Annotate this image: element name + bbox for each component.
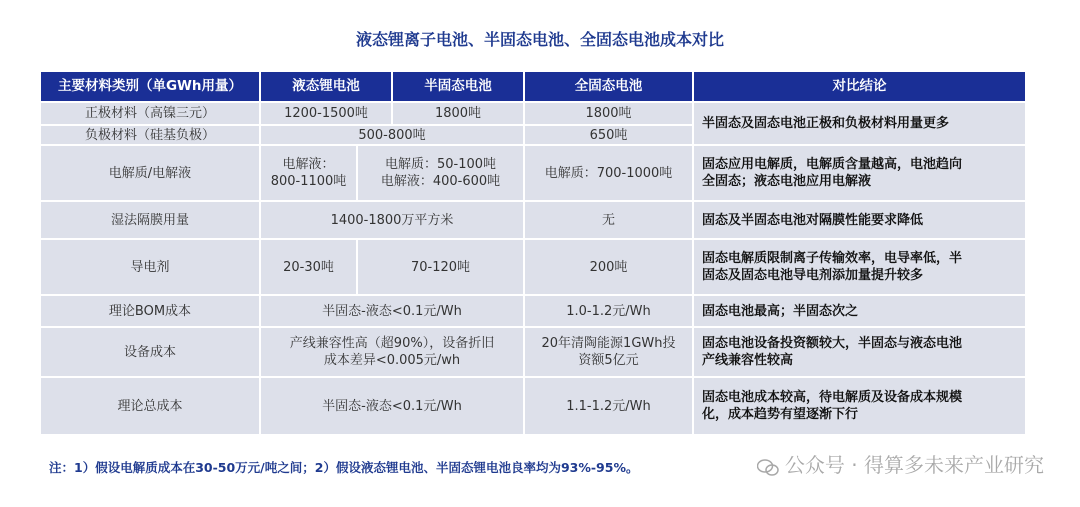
table-row [41,328,1027,378]
cell-line: 全固态；液态电池应用电解液 [702,174,872,189]
cell-conclusion [694,146,1027,202]
cell-liquid: 20-30吨 [261,240,358,296]
cell-conclusion: 固态电池最高；半固态次之 [694,296,1027,328]
cell-solid: 无 [525,202,694,240]
cell-line: 电解质：50-100吨 [384,157,497,172]
cell-line: 资额5亿元 [578,353,639,368]
cell-line: 固态电解质限制离子传输效率，电导率低，半 [702,251,963,266]
header-liquid: 液态锂电池 [261,72,393,103]
row-label: 设备成本 [41,328,261,378]
cell-liquid-semi [261,328,525,378]
table-row [41,296,1027,328]
cell-line: 固态电池设备投资额较大，半固态与液态电池 [702,336,963,351]
table-row [41,378,1027,436]
header-solid: 全固态电池 [525,72,694,103]
cell-line: 800-1100吨 [270,174,347,189]
cell-line: 产线兼容性较高 [702,353,794,368]
cell-line: 成本差异<0.005元/wh [323,353,461,368]
cell-line: 产线兼容性高（超90%），设备折旧 [289,336,495,351]
cell-conclusion [694,328,1027,378]
header-conclusion: 对比结论 [694,72,1027,103]
row-label: 理论总成本 [41,378,261,436]
cell-liquid-semi: 1400-1800万平方米 [261,202,525,240]
cell-line: 20年清陶能源1GWh投 [541,336,676,351]
cell-solid: 电解质：700-1000吨 [525,146,694,202]
cell-conclusion [694,240,1027,296]
row-label: 电解质/电解液 [41,146,261,202]
cell-line: 固态电池成本较高，待电解质及设备成本规模 [702,390,963,405]
table-header-row [41,72,1027,103]
cell-line: 电解液： [282,157,335,172]
cell-line: 固态应用电解质，电解质含量越高，电池趋向 [702,157,963,172]
cell-conclusion: 半固态及固态电池正极和负极材料用量更多 [694,103,1027,146]
cell-solid: 650吨 [525,126,694,146]
table-row [41,146,1027,202]
cell-liquid [261,146,358,202]
cell-liquid-semi: 半固态-液态<0.1元/Wh [261,296,525,328]
cell-conclusion: 固态及半固态电池对隔膜性能要求降低 [694,202,1027,240]
header-material-category: 主要材料类别（单GWh用量） [41,72,261,103]
header-semi-solid: 半固态电池 [393,72,525,103]
cell-line: 固态及固态电池导电剂添加量提升较多 [702,268,924,283]
cell-solid [525,328,694,378]
row-label: 导电剂 [41,240,261,296]
table-row [41,240,1027,296]
row-label: 湿法隔膜用量 [41,202,261,240]
cell-solid: 1800吨 [525,103,694,126]
table-row [41,103,1027,126]
footnote: 注：1）假设电解质成本在30-50万元/吨之间；2）假设液态锂电池、半固态锂电池良率均为93%-95%。 [49,460,639,475]
wechat-icon [757,458,779,476]
comparison-table [41,72,1027,436]
cell-liquid: 1200-1500吨 [261,103,393,126]
cell-semi [358,146,525,202]
row-label: 负极材料（硅基负极） [41,126,261,146]
table-row [41,202,1027,240]
cell-solid: 1.1-1.2元/Wh [525,378,694,436]
cell-semi: 70-120吨 [358,240,525,296]
page-title: 液态锂离子电池、半固态电池、全固态电池成本对比 [355,30,724,49]
row-label: 理论BOM成本 [41,296,261,328]
cell-line: 化，成本趋势有望逐渐下行 [702,407,859,422]
cell-solid: 1.0-1.2元/Wh [525,296,694,328]
watermark-text: 公众号 · 得算多未来产业研究 [784,453,1044,477]
watermark [757,449,1044,478]
row-label: 正极材料（高镍三元） [41,103,261,126]
cell-semi: 1800吨 [393,103,525,126]
cell-line: 电解液：400-600吨 [380,174,501,189]
cell-solid: 200吨 [525,240,694,296]
cell-liquid-semi: 半固态-液态<0.1元/Wh [261,378,525,436]
cell-liquid-semi: 500-800吨 [261,126,525,146]
cell-conclusion [694,378,1027,436]
